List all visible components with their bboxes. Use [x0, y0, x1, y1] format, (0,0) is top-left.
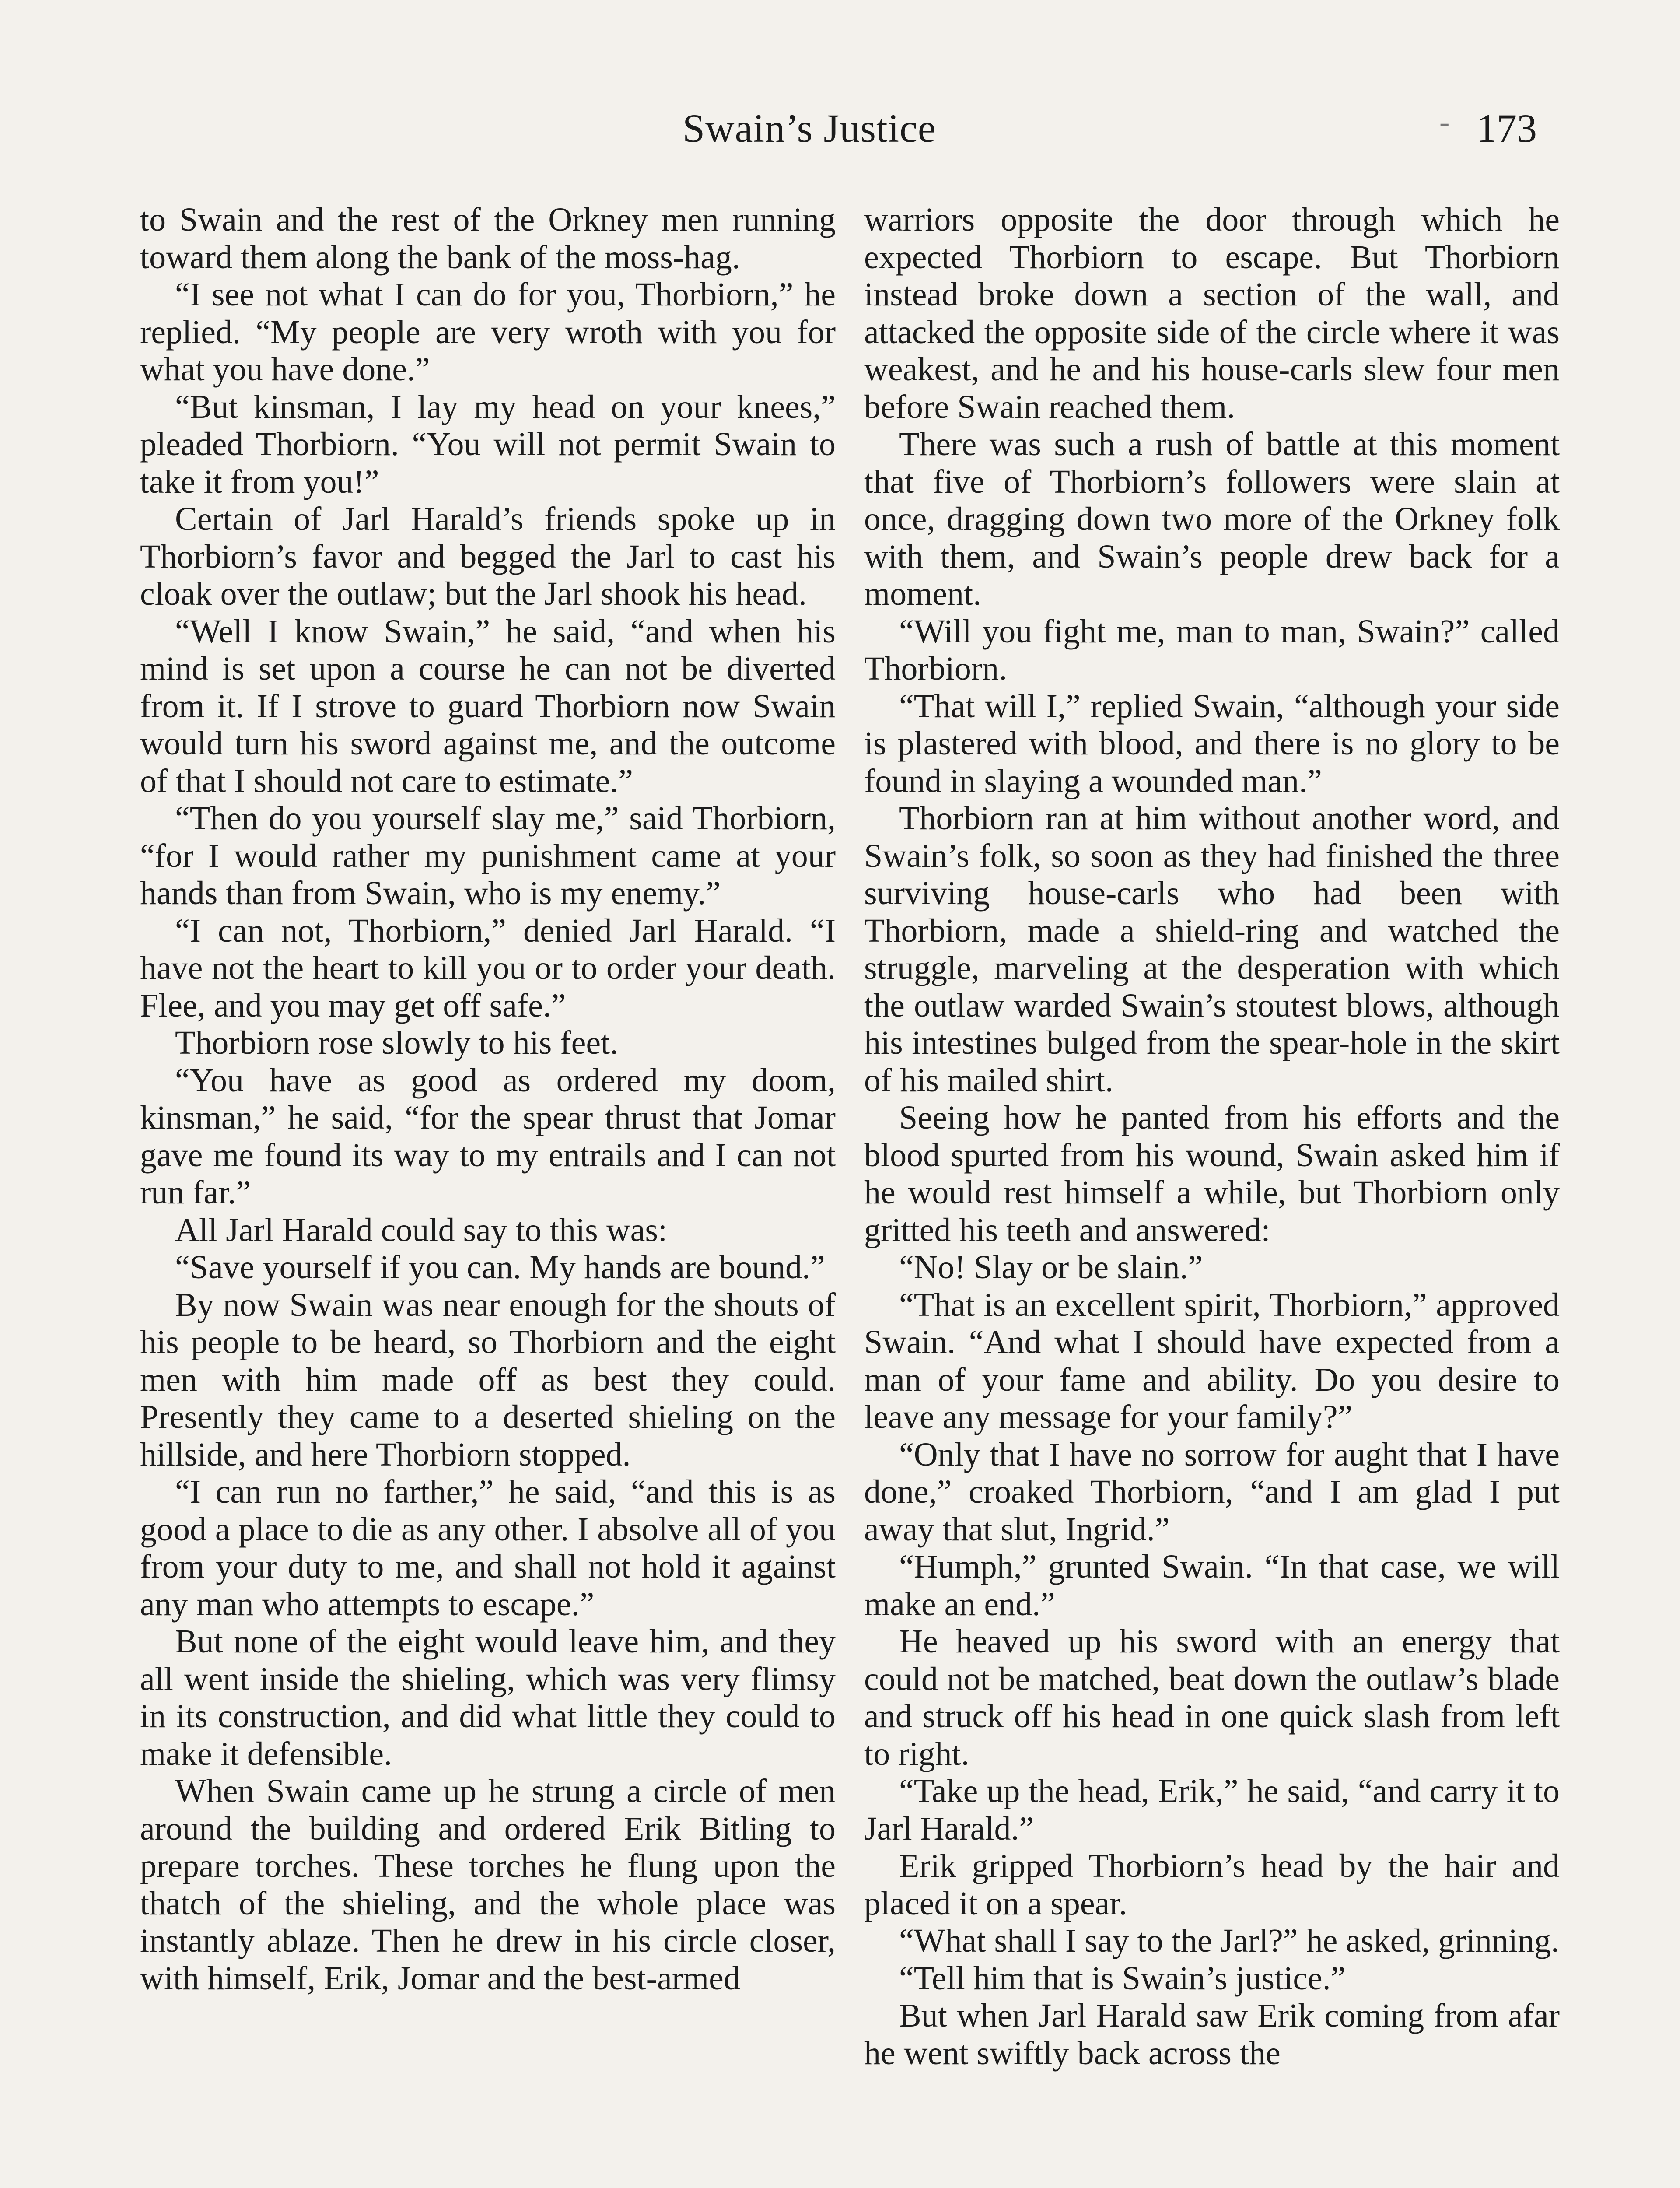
paragraph: “Then do you yourself slay me,” said Thorbiorn, “for I would rather my punishment came at your hands than from Swain, who is my enemy.”: [140, 800, 836, 912]
paragraph: “But kinsman, I lay my head on your knees,” pleaded Thorbiorn. “You will not permit Swain to take it from you!”: [140, 388, 836, 500]
paragraph: “Save yourself if you can. My hands are bound.”: [175, 1249, 825, 1286]
paragraph: All Jarl Harald could say to this was:: [175, 1211, 668, 1248]
paragraph: But none of the eight would leave him, and they all went inside the shieling, which was very flimsy in its construction, and did what little they could to make it defensible.: [140, 1623, 836, 1772]
paragraph: warriors opposite the door through which he expected Thorbiorn to escape. But Thorbiorn instead broke down a section of the wall, and attacked the opposite side of the circle where it was weakest, and he and his house-carls slew four men before Swain reached them.: [864, 201, 1560, 425]
paragraph: “You have as good as ordered my doom, kinsman,” he said, “for the spear thrust that Jomar gave me found its way to my entrails and I can not run far.”: [140, 1062, 836, 1211]
paragraph: Seeing how he panted from his efforts and the blood spurted from his wound, Swain asked him if he would rest himself a while, but Thorbiorn only gritted his teeth and answered:: [864, 1099, 1560, 1248]
paragraph: Thorbiorn rose slowly to his feet.: [175, 1024, 619, 1061]
paragraph: Certain of Jarl Harald’s friends spoke up in Thorbiorn’s favor and begged the Jarl to cast his cloak over the outlaw; but the Jarl shook his head.: [140, 501, 836, 612]
running-header: [0, 105, 1680, 162]
right-column: [864, 201, 1560, 2072]
paragraph: “That is an excellent spirit, Thorbiorn,” approved Swain. “And what I should have expected from a man of your fame and ability. Do you desire to leave any message for your family?”: [864, 1286, 1560, 1435]
paragraph: “No! Slay or be slain.”: [899, 1249, 1203, 1286]
paragraph: “Well I know Swain,” he said, “and when his mind is set upon a course he can not be diverted from it. If I strove to guard Thorbiorn now Swain would turn his sword against me, and the outcome of that I should not care to estimate.”: [140, 613, 836, 799]
paragraph: But when Jarl Harald saw Erik coming from afar he went swiftly back across the: [864, 1997, 1560, 2072]
paragraph: “I can run no farther,” he said, “and this is as good a place to die as any other. I absolve all of you from your duty to me, and shall not hold it against any man who attempts to escape.”: [140, 1473, 836, 1623]
paragraph: He heaved up his sword with an energy that could not be matched, beat down the outlaw’s blade and struck off his head in one quick slash from left to right.: [864, 1623, 1560, 1772]
paragraph: “What shall I say to the Jarl?” he asked, grinning.: [899, 1922, 1559, 1959]
paragraph: “Humph,” grunted Swain. “In that case, we will make an end.”: [864, 1548, 1560, 1623]
paragraph: There was such a rush of battle at this moment that five of Thorbiorn’s followers were slain at once, dragging down two more of the Orkney folk with them, and Swain’s people drew back for a moment.: [864, 426, 1560, 612]
paragraph: By now Swain was near enough for the shouts of his people to be heard, so Thorbiorn and the eight men with him made off as best they could. Presently they came to a deserted shieling on the hillside, and here Thorbiorn stopped.: [140, 1286, 836, 1473]
paragraph: Thorbiorn ran at him without another word, and Swain’s folk, so soon as they had finished the three surviving house-carls who had been with Thorbiorn, made a shield-ring and watched the struggle, marveling at the desperation with which the outlaw warded Swain’s stoutest blows, although his intestines bulged from the spear-hole in the skirt of his mailed shirt.: [864, 800, 1560, 1099]
paragraph: “Only that I have no sorrow for aught that I have done,” croaked Thorbiorn, “and I am glad I put away that slut, Ingrid.”: [864, 1436, 1560, 1548]
header-mark: -: [1439, 105, 1450, 139]
chapter-title: Swain’s Justice: [682, 106, 936, 151]
paragraph: “That will I,” replied Swain, “although your side is plastered with blood, and there is no glory to be found in slaying a wounded man.”: [864, 687, 1560, 799]
paragraph: “Take up the head, Erik,” he said, “and carry it to Jarl Harald.”: [864, 1773, 1560, 1847]
paragraph: “I can not, Thorbiorn,” denied Jarl Harald. “I have not the heart to kill you or to order your death. Flee, and you may get off safe.”: [140, 912, 836, 1024]
paragraph: Erik gripped Thorbiorn’s head by the hair and placed it on a spear.: [864, 1848, 1560, 1922]
page-number: 173: [1477, 106, 1537, 151]
paragraph: When Swain came up he strung a circle of men around the building and ordered Erik Bitling to prepare torches. These torches he flung upon the thatch of the shieling, and the whole place was instantly ablaze. Then he drew in his circle closer, with himself, Erik, Jomar and the best-armed: [140, 1773, 836, 1997]
paragraph: “I see not what I can do for you, Thorbiorn,” he replied. “My people are very wroth with you for what you have done.”: [140, 276, 836, 388]
paragraph: “Will you fight me, man to man, Swain?” called Thorbiorn.: [864, 613, 1560, 687]
left-column: [140, 201, 836, 1997]
paragraph: “Tell him that is Swain’s justice.”: [899, 1960, 1346, 1997]
paragraph: to Swain and the rest of the Orkney men running toward them along the bank of the moss-hag.: [140, 201, 836, 276]
